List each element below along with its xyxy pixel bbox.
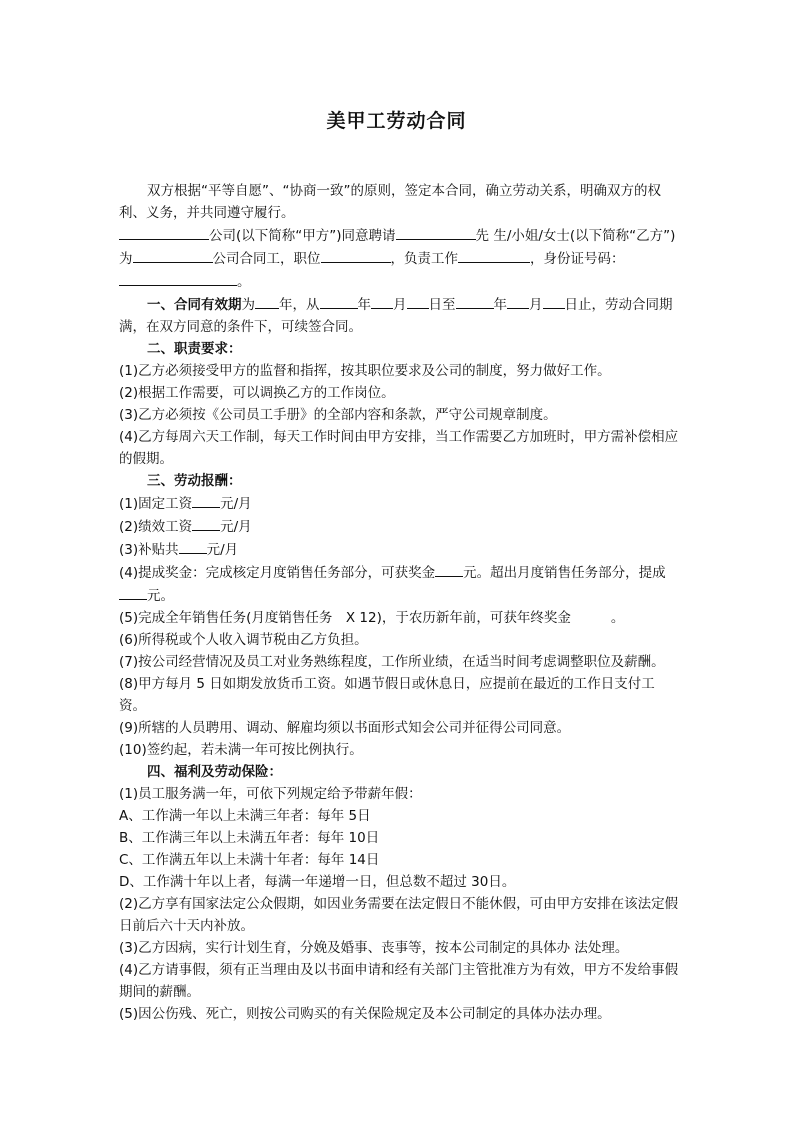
text: 。 [237, 274, 251, 290]
blank[interactable] [133, 247, 213, 263]
text: ，身份证号码： [530, 251, 625, 267]
blank[interactable] [320, 293, 358, 309]
blank[interactable] [396, 224, 476, 240]
blank[interactable] [371, 293, 393, 309]
list-item: (5)因公伤残、死亡，则按公司购买的有关保险规定及本公司制定的具体办法办理。 [119, 1006, 611, 1022]
list-item: (4)乙方每周六天工作制，每天工作时间由甲方安排，当工作需要乙方加班时，甲方需补偿相应的假期。 [119, 429, 679, 467]
text: 日至 [428, 297, 456, 313]
list-item: (9)所辖的人员聘用、调动、解雇均须以书面形式知会公司并征得公司同意。 [119, 720, 571, 736]
list-item: (1)乙方必须接受甲方的监督和指挥，按其职位要求及公司的制度，努力做好工作。 [119, 363, 611, 379]
section1-heading: 一、合同有效期 [147, 297, 242, 313]
blank[interactable] [321, 247, 391, 263]
text: (4)提成奖金：完成核定月度销售任务部分，可获奖金 [119, 565, 436, 581]
section1-paragraph [119, 293, 679, 338]
list-item [119, 538, 679, 561]
blank[interactable] [458, 247, 530, 263]
text: 。 [610, 610, 625, 626]
text: (5)完成全年销售任务(月度销售任务 X 12)，于农历新年前，可获年终奖金 [119, 610, 571, 626]
text: (1)固定工资 [119, 496, 193, 512]
list-item: (7)按公司经营情况及员工对业务熟练程度，工作所业绩，在适当时间考虑调整职位及薪酬。 [119, 654, 665, 670]
text: 为 [241, 297, 255, 313]
list-item: B、工作满三年以上未满五年者：每年 10日 [119, 830, 380, 846]
blank[interactable] [456, 293, 494, 309]
list-item [119, 607, 679, 629]
blank[interactable] [255, 293, 279, 309]
list-item: (8)甲方每月 5 日如期发放货币工资。如遇节假日或休息日，应提前在最近的工作日支付工资。 [119, 676, 655, 714]
list-item: (2)根据工作需要，可以调换乙方的工作岗位。 [119, 385, 395, 401]
list-item [119, 492, 679, 515]
list-item: (3)乙方必须按《公司员工手册》的全部内容和条款，严守公司规章制度。 [119, 407, 557, 423]
blank[interactable] [179, 538, 207, 554]
blank[interactable] [192, 515, 220, 531]
text: ，负责工作 [390, 251, 458, 267]
page-title: 美甲工劳动合同 [326, 110, 467, 132]
blank[interactable] [119, 224, 209, 240]
text: 月 [529, 297, 543, 313]
section2-heading: 二、职责要求： [147, 341, 242, 357]
text: 公司合同工，职位 [212, 251, 321, 267]
blank[interactable] [119, 270, 237, 286]
blank[interactable] [192, 492, 220, 508]
list-item: (2)乙方享有国家法定公众假期，如因业务需要在法定假日不能休假，可由甲方安排在该法定假日前后六十天内补放。 [119, 896, 679, 934]
text: 日止，劳动合同期满，在双方同意的条件下，可续签合同。 [119, 297, 673, 335]
list-item: A、工作满一年以上未满三年者：每年 5日 [119, 808, 371, 824]
section4-heading: 四、福利及劳动保险： [147, 764, 282, 780]
section3-heading: 三、劳动报酬： [147, 473, 242, 489]
text: 年 [493, 297, 507, 313]
text: 月 [393, 297, 407, 313]
list-item [119, 561, 679, 607]
list-item: (1)员工服务满一年，可依下列规定给予带薪年假： [119, 786, 422, 802]
list-item [119, 515, 679, 538]
text: 元。 [147, 588, 174, 604]
list-item: D、工作满十年以上者，每满一年递增一日，但总数不超过 30日。 [119, 874, 516, 890]
text: 公司(以下简称“甲方”)同意聘请 [209, 228, 396, 244]
blank[interactable] [543, 293, 565, 309]
text: 先 生/小姐/女士(以下简称“乙方”)为 [119, 228, 676, 267]
text: 元/月 [206, 542, 239, 558]
intro-paragraph: 双方根据“平等自愿”、“协商一致”的原则，签定本合同，确立劳动关系，明确双方的权利、义务，并共同遵守履行。 [119, 183, 661, 221]
contract-body [119, 180, 679, 1025]
blank[interactable] [435, 561, 463, 577]
text: 年 [357, 297, 371, 313]
list-item: (3)乙方因病，实行计划生育，分娩及婚事、丧事等，按本公司制定的具体办 法处理。 [119, 940, 629, 956]
text: (3)补贴共 [119, 542, 179, 558]
blank[interactable] [507, 293, 529, 309]
blank[interactable] [119, 584, 147, 600]
list-item: (6)所得税或个人收入调节税由乙方负担。 [119, 632, 368, 648]
list-item: (10)签约起，若未满一年可按比例执行。 [119, 742, 363, 758]
list-item: C、工作满五年以上未满十年者：每年 14日 [119, 852, 380, 868]
text: (2)绩效工资 [119, 519, 193, 535]
text: 元/月 [220, 496, 252, 512]
parties-paragraph [119, 224, 679, 293]
text: 元/月 [220, 519, 252, 535]
list-item: (4)乙方请事假，须有正当理由及以书面申请和经有关部门主管批准方为有效，甲方不发给事假期间的薪酬。 [119, 962, 679, 1000]
blank[interactable] [407, 293, 429, 309]
text: 元。超出月度销售任务部分，提成 [463, 565, 666, 581]
text: 年，从 [279, 297, 320, 313]
